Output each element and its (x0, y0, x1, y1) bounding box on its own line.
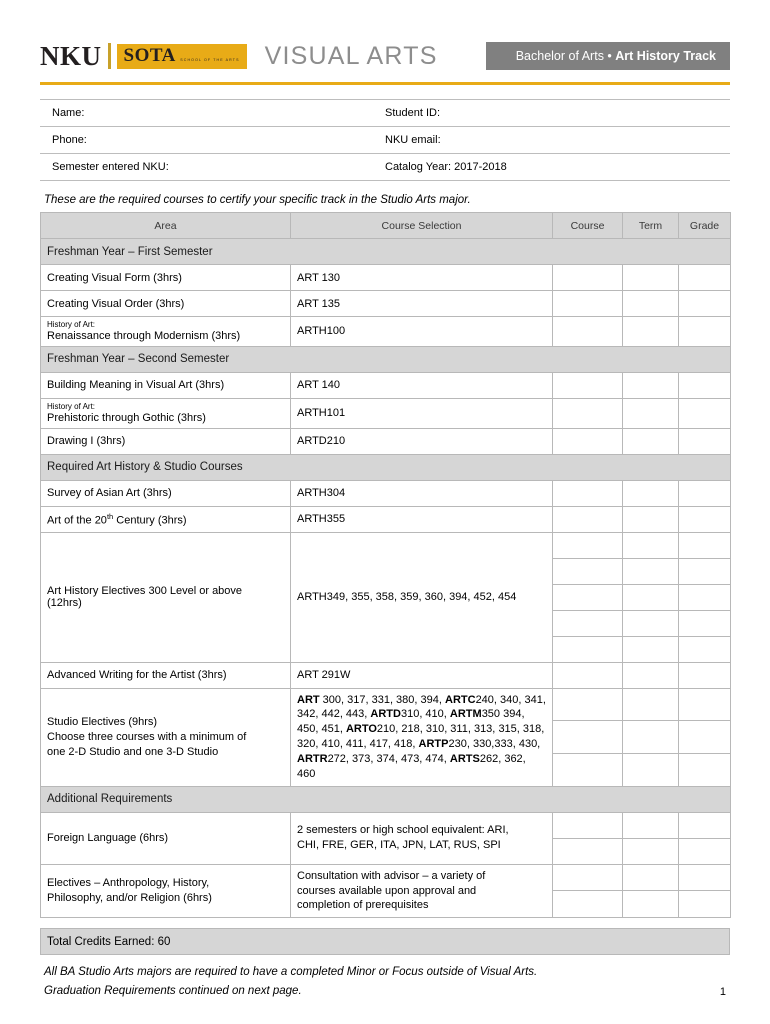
row-course-input[interactable] (553, 812, 623, 838)
footnote-2: Graduation Requirements continued on next page. (44, 984, 302, 997)
row-term-input[interactable] (623, 480, 679, 506)
row-area: Creating Visual Form (3hrs) (41, 265, 291, 291)
row-selection: ARTH355 (291, 506, 553, 532)
row-selection: ARTD210 (291, 428, 553, 454)
row-grade-input[interactable] (679, 662, 731, 688)
sota-subtitle: SCHOOL OF THE ARTS (180, 57, 240, 62)
footnote-1: All BA Studio Arts majors are required to have a completed Minor or Focus outside of Visual Arts. (44, 966, 538, 979)
art-history-electives-selection: ARTH349, 355, 358, 359, 360, 394, 452, 454 (291, 532, 553, 662)
degree-track-banner (486, 42, 730, 70)
studio-electives-line3: one 2-D Studio and one 3-D Studio (47, 745, 219, 758)
row-term-input[interactable] (623, 584, 679, 610)
studio-list-11: 272, 373, 374, 473, 474, (327, 752, 447, 765)
row-term-input[interactable] (623, 636, 679, 662)
row-term-input[interactable] (623, 317, 679, 347)
requirements-table (40, 212, 731, 918)
studio-prefix-artr: ARTR (297, 752, 328, 765)
row-grade-input[interactable] (679, 480, 731, 506)
electives-ahpr-sel-line2: courses available upon approval and (297, 884, 477, 897)
row-area-label: Prehistoric through Gothic (3hrs) (47, 411, 206, 424)
row-course-input[interactable] (553, 265, 623, 291)
row-area: Building Meaning in Visual Art (3hrs) (41, 372, 291, 398)
foreign-language-label: Foreign Language (6hrs) (41, 812, 291, 864)
nku-wordmark: NKU (40, 40, 102, 71)
header-rule (40, 82, 730, 85)
art-history-electives-line2: (12hrs) (47, 597, 82, 610)
row-course-input[interactable] (553, 317, 623, 347)
nku-email-label: NKU email: (385, 134, 441, 146)
column-header-term: Term (623, 213, 679, 239)
row-course-input[interactable] (553, 584, 623, 610)
row-course-input[interactable] (553, 636, 623, 662)
table-header-row (41, 213, 731, 239)
row-term-input[interactable] (623, 891, 679, 918)
student-id-label: Student ID: (385, 107, 441, 119)
column-header-course: Course (553, 213, 623, 239)
row-area: Art of the 20th Century (3hrs) (41, 506, 291, 532)
section-header-freshman-first (41, 239, 731, 265)
studio-prefix-artd: ARTD (370, 708, 401, 721)
row-term-input[interactable] (623, 558, 679, 584)
row-course-input[interactable] (553, 506, 623, 532)
row-course-input[interactable] (553, 662, 623, 688)
name-label: Name: (52, 107, 85, 119)
electives-ahpr-line1: Electives – Anthropology, History, (47, 877, 210, 890)
semester-entered-label: Semester entered NKU: (52, 161, 169, 173)
total-credits-row (41, 929, 730, 955)
electives-ahpr-sel-line1: Consultation with advisor – a variety of (297, 869, 486, 882)
row-term-input[interactable] (623, 812, 679, 838)
electives-ahpr-sel-line3: completion of prerequisites (297, 899, 429, 912)
table-row (41, 532, 731, 558)
row-term-input[interactable] (623, 688, 679, 721)
row-area (41, 317, 291, 347)
row-grade-input[interactable] (679, 558, 731, 584)
row-grade-input[interactable] (679, 428, 731, 454)
column-header-area: Area (41, 213, 291, 239)
row-course-input[interactable] (553, 428, 623, 454)
document-header (40, 34, 730, 78)
row-grade-input[interactable] (679, 506, 731, 532)
studio-electives-line1: Studio Electives (9hrs) (47, 715, 158, 728)
row-grade-input[interactable] (679, 532, 731, 558)
electives-ahpr-label (41, 864, 291, 918)
row-term-input[interactable] (623, 610, 679, 636)
art-history-electives-line1: Art History Electives 300 Level or above (47, 585, 243, 598)
row-grade-input[interactable] (679, 891, 731, 918)
electives-ahpr-selection (291, 864, 553, 918)
table-row (41, 812, 731, 838)
studio-list-3: 341, 342, 442, 443, (297, 693, 546, 721)
column-header-grade: Grade (679, 213, 731, 239)
studio-list-1: 300, 317, 331, 380, 394, (319, 693, 445, 706)
row-area (41, 398, 291, 428)
row-grade-input[interactable] (679, 864, 731, 891)
table-row (41, 317, 731, 347)
info-row-semester (40, 154, 730, 181)
table-row (41, 688, 731, 721)
row-selection: ART 140 (291, 372, 553, 398)
row-grade-input[interactable] (679, 812, 731, 838)
row-course-input[interactable] (553, 398, 623, 428)
row-term-input[interactable] (623, 864, 679, 891)
column-header-selection: Course Selection (291, 213, 553, 239)
row-term-input[interactable] (623, 372, 679, 398)
catalog-year-label: Catalog Year: 2017-2018 (385, 161, 507, 173)
page-number: 1 (719, 986, 726, 998)
art-history-electives-label (41, 532, 291, 662)
row-grade-input[interactable] (679, 753, 731, 786)
section-title: Freshman Year – First Semester (41, 239, 731, 265)
table-row (41, 291, 731, 317)
row-course-input[interactable] (553, 753, 623, 786)
row-grade-input[interactable] (679, 636, 731, 662)
studio-list-9: 230, (448, 738, 470, 751)
row-grade-input[interactable] (679, 291, 731, 317)
foreign-language-selection (291, 812, 553, 864)
studio-list-5: 350 (481, 708, 501, 721)
row-course-input[interactable] (553, 480, 623, 506)
row-selection: ART 135 (291, 291, 553, 317)
studio-list-10: 330,333, 430, (472, 738, 541, 751)
row-term-input[interactable] (623, 753, 679, 786)
row-area-prefix: History of Art: (47, 401, 96, 411)
table-row (41, 372, 731, 398)
sota-wordmark: SOTA (123, 44, 176, 66)
row-area: Survey of Asian Art (3hrs) (41, 480, 291, 506)
row-term-input[interactable] (623, 721, 679, 754)
row-course-input[interactable] (553, 610, 623, 636)
row-term-input[interactable] (623, 532, 679, 558)
row-course-input[interactable] (553, 838, 623, 864)
studio-prefix-artm: ARTM (449, 708, 482, 721)
studio-list-6: 394, 450, 451, (297, 708, 525, 736)
row-term-input[interactable] (623, 265, 679, 291)
table-row (41, 480, 731, 506)
row-selection: ARTH304 (291, 480, 553, 506)
electives-ahpr-line2: Philosophy, and/or Religion (6hrs) (47, 891, 212, 904)
row-course-input[interactable] (553, 864, 623, 891)
row-grade-input[interactable] (679, 265, 731, 291)
table-row (41, 398, 731, 428)
info-row-phone (40, 127, 730, 154)
sota-badge (117, 44, 247, 69)
studio-electives-line2: Choose three courses with a minimum of (47, 730, 247, 743)
logo-divider (108, 43, 111, 69)
superscript-th: th (106, 511, 114, 521)
row-area: Creating Visual Order (3hrs) (41, 291, 291, 317)
row-area-label: Renaissance through Modernism (3hrs) (47, 329, 241, 342)
studio-prefix-arto: ARTO (345, 723, 377, 736)
row-course-input[interactable] (553, 688, 623, 721)
row-term-input[interactable] (623, 838, 679, 864)
table-row (41, 662, 731, 688)
table-row (41, 265, 731, 291)
section-header-freshman-second (41, 346, 731, 372)
row-term-input[interactable] (623, 662, 679, 688)
row-course-input[interactable] (553, 721, 623, 754)
row-area-prefix: History of Art: (47, 320, 96, 329)
section-title: Additional Requirements (41, 786, 731, 812)
row-course-input[interactable] (553, 372, 623, 398)
info-row-name (40, 100, 730, 127)
phone-label: Phone: (52, 134, 87, 146)
page-title: VISUAL ARTS (264, 41, 438, 70)
row-selection: ART 130 (291, 265, 553, 291)
degree-track: Art History Track (615, 49, 716, 63)
nku-sota-logo (40, 39, 247, 73)
studio-prefix-art: ART (297, 693, 320, 706)
foreign-language-line1: 2 semesters or high school equivalent: ARI, (297, 824, 509, 837)
row-course-input[interactable] (553, 558, 623, 584)
row-term-input[interactable] (623, 291, 679, 317)
table-row (41, 506, 731, 532)
student-info-block (40, 99, 730, 181)
foreign-language-line2: CHI, FRE, GER, ITA, JPN, LAT, RUS, SPI (297, 839, 501, 852)
studio-list-12: 262, 362, 460 (297, 752, 526, 780)
row-grade-input[interactable] (679, 584, 731, 610)
row-grade-input[interactable] (679, 610, 731, 636)
studio-prefix-arts: ARTS (449, 752, 480, 765)
row-course-input[interactable] (553, 291, 623, 317)
section-header-required-arth-studio (41, 454, 731, 480)
degree-prefix: Bachelor of Arts • (515, 49, 616, 63)
studio-electives-selection (291, 688, 553, 786)
studio-list-8: 315, 318, 320, 410, 411, 417, 418, (297, 723, 545, 751)
row-term-input[interactable] (623, 506, 679, 532)
row-term-input[interactable] (623, 428, 679, 454)
row-grade-input[interactable] (679, 372, 731, 398)
total-credits-table (40, 928, 730, 955)
row-term-input[interactable] (623, 398, 679, 428)
studio-electives-label (41, 688, 291, 786)
row-selection: ARTH101 (291, 398, 553, 428)
total-credits-label: Total Credits Earned: 60 (41, 929, 730, 955)
table-row (41, 864, 731, 891)
row-course-input[interactable] (553, 532, 623, 558)
row-course-input[interactable] (553, 891, 623, 918)
row-area: Advanced Writing for the Artist (3hrs) (41, 662, 291, 688)
row-grade-input[interactable] (679, 317, 731, 347)
row-grade-input[interactable] (679, 838, 731, 864)
studio-prefix-artc: ARTC (445, 693, 476, 706)
row-grade-input[interactable] (679, 398, 731, 428)
table-row (41, 428, 731, 454)
studio-list-7: 210, 218, 310, 311, 313, (376, 723, 496, 736)
studio-list-2: 240, 340, (475, 693, 522, 706)
row-grade-input[interactable] (679, 721, 731, 754)
row-area: Drawing I (3hrs) (41, 428, 291, 454)
section-header-additional-requirements (41, 786, 731, 812)
studio-list-4: 310, 410, (400, 708, 450, 721)
intro-text: These are the required courses to certify your specific track in the Studio Arts major. (44, 194, 471, 206)
studio-prefix-artp: ARTP (418, 738, 449, 751)
row-selection: ARTH100 (291, 317, 553, 347)
section-title: Required Art History & Studio Courses (41, 454, 731, 480)
row-selection: ART 291W (291, 662, 553, 688)
section-title: Freshman Year – Second Semester (41, 346, 731, 372)
row-grade-input[interactable] (679, 688, 731, 721)
